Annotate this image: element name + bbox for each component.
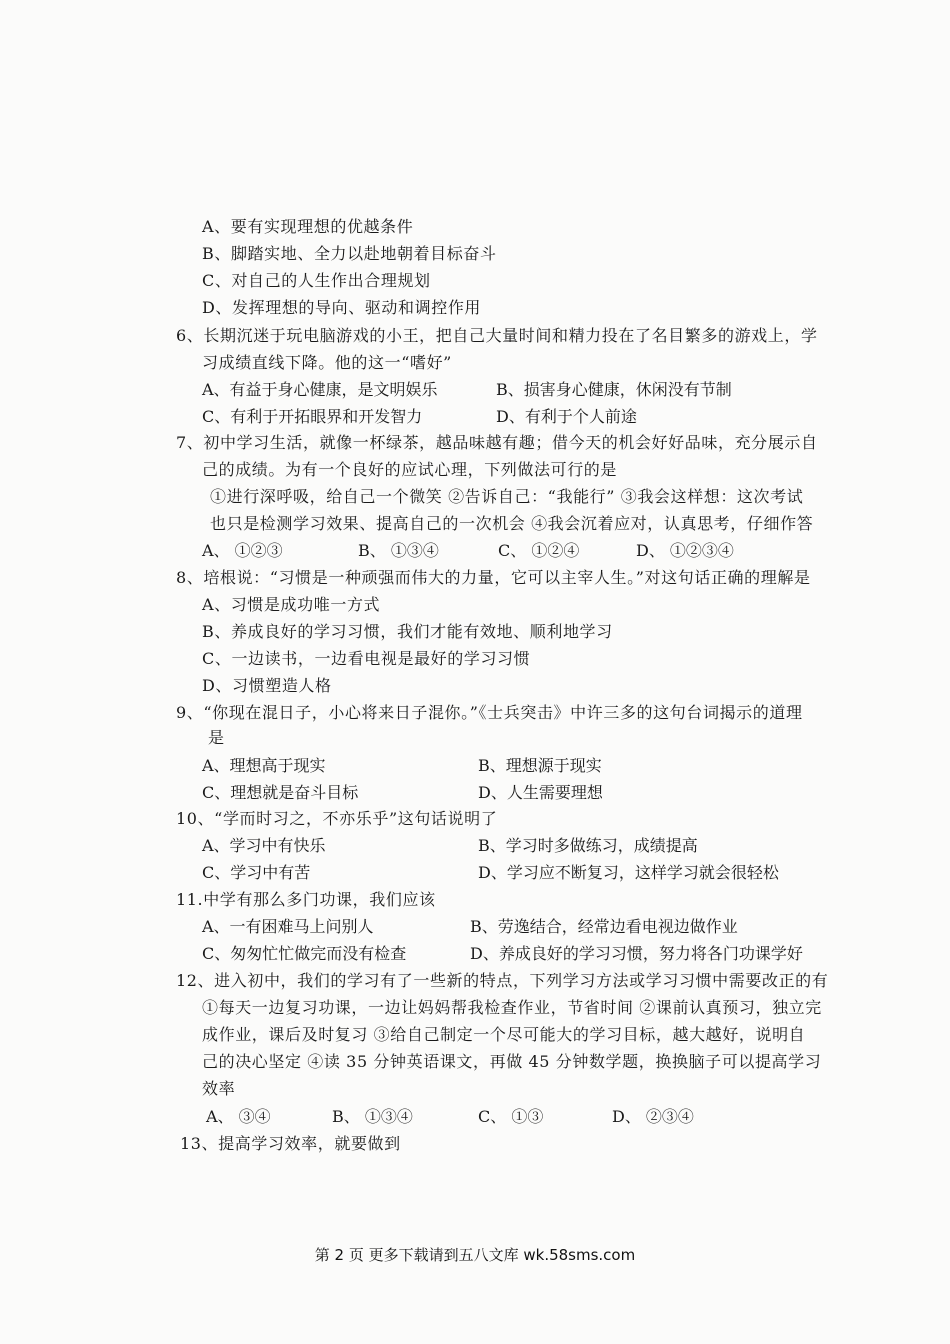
q12-option-c: C、 ①③	[478, 1107, 544, 1126]
q10-option-a: A、学习中有快乐	[202, 836, 326, 855]
q8-option-d: D、习惯塑造人格	[202, 676, 332, 695]
q9-stem-line2: 是	[208, 728, 225, 747]
q5-option-d: D、发挥理想的导向、驱动和调控作用	[202, 298, 482, 317]
q6-option-b: B、损害身心健康，休闲没有节制	[496, 380, 732, 399]
q10-option-d: D、学习应不断复习，这样学习就会很轻松	[478, 863, 779, 882]
q10-option-c: C、学习中有苦	[202, 863, 311, 882]
q12-item-line1: ①每天一边复习功课，一边让妈妈帮我检查作业，节省时间 ②课前认真预习，独立完	[202, 998, 822, 1017]
q6-option-c: C、有利于开拓眼界和开发智力	[202, 407, 423, 426]
q12-option-b: B、 ①③④	[332, 1107, 413, 1126]
q10-stem: 10、“学而时习之，不亦乐乎”这句话说明了	[176, 809, 498, 828]
q8-stem: 8、培根说：“习惯是一种顽强而伟大的力量，它可以主宰人生。”对这句话正确的理解是	[176, 568, 811, 587]
q11-option-d: D、养成良好的学习习惯，努力将各门功课学好	[470, 944, 803, 963]
q13-stem: 13、提高学习效率，就要做到	[180, 1134, 401, 1153]
page-footer: 第 2 页 更多下载请到五八文库 wk.58sms.com	[314, 1246, 636, 1264]
q9-option-c: C、理想就是奋斗目标	[202, 783, 359, 802]
q10-option-b: B、学习时多做练习，成绩提高	[478, 836, 698, 855]
q8-option-a: A、习惯是成功唯一方式	[202, 595, 381, 614]
q11-option-b: B、劳逸结合，经常边看电视边做作业	[470, 917, 738, 936]
q6-stem-line1: 6、长期沉迷于玩电脑游戏的小王，把自己大量时间和精力投在了名目繁多的游戏上，学	[176, 326, 818, 345]
q9-option-a: A、理想高于现实	[202, 756, 326, 775]
q5-option-c: C、对自己的人生作出合理规划	[202, 271, 431, 290]
q7-option-b: B、 ①③④	[358, 541, 439, 560]
q11-option-c: C、匆匆忙忙做完而没有检查	[202, 944, 407, 963]
q9-option-d: D、人生需要理想	[478, 783, 603, 802]
q7-stem-line1: 7、初中学习生活，就像一杯绿茶，越品味越有趣；借今天的机会好好品味，充分展示自	[176, 433, 818, 452]
q12-option-d: D、 ②③④	[612, 1107, 694, 1126]
q5-option-b: B、脚踏实地、全力以赴地朝着目标奋斗	[202, 244, 497, 263]
q12-option-a: A、 ③④	[206, 1107, 271, 1126]
q12-item-line4: 效率	[202, 1079, 236, 1098]
q11-stem: 11.中学有那么多门功课，我们应该	[176, 890, 436, 909]
q12-item-line3: 己的决心坚定 ④读 35 分钟英语课文，再做 45 分钟数学题，换换脑子可以提高学习	[202, 1052, 822, 1071]
q12-stem: 12、进入初中，我们的学习有了一些新的特点，下列学习方法或学习习惯中需要改正的有	[176, 971, 829, 990]
q7-option-d: D、 ①②③④	[636, 541, 734, 560]
q7-item-line2: 也只是检测学习效果、提高自己的一次机会 ④我会沉着应对，认真思考，仔细作答	[210, 514, 814, 533]
q6-stem-line2: 习成绩直线下降。他的这一“嗜好”	[202, 353, 452, 372]
q7-option-c: C、 ①②④	[498, 541, 580, 560]
q11-option-a: A、一有困难马上问别人	[202, 917, 374, 936]
q7-option-a: A、 ①②③	[202, 541, 283, 560]
q12-item-line2: 成作业，课后及时复习 ③给自己制定一个尽可能大的学习目标，越大越好，说明自	[202, 1025, 806, 1044]
q9-option-b: B、理想源于现实	[478, 756, 602, 775]
q8-option-c: C、一边读书，一边看电视是最好的学习习惯	[202, 649, 531, 668]
q6-option-d: D、有利于个人前途	[496, 407, 637, 426]
q6-option-a: A、有益于身心健康，是文明娱乐	[202, 380, 438, 399]
q8-option-b: B、养成良好的学习习惯，我们才能有效地、顺利地学习	[202, 622, 613, 641]
q7-item-line1: ①进行深呼吸，给自己一个微笑 ②告诉自己：“我能行” ③我会这样想：这次考试	[210, 487, 804, 506]
q5-option-a: A、要有实现理想的优越条件	[202, 217, 414, 236]
q9-stem-line1: 9、“你现在混日子，小心将来日子混你。”《士兵突击》中许三多的这句台词揭示的道理	[176, 703, 803, 722]
q7-stem-line2: 己的成绩。为有一个良好的应试心理，下列做法可行的是	[202, 460, 618, 479]
